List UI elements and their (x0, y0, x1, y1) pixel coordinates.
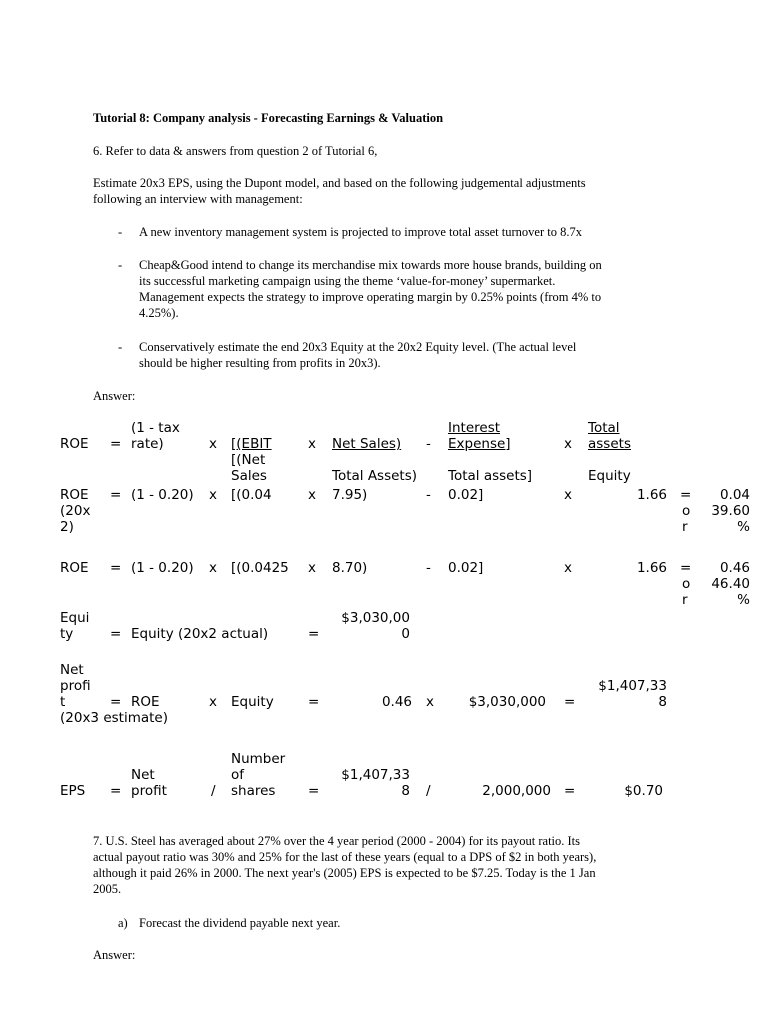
minus-sign: - (426, 560, 431, 576)
bullet-marker: - (118, 340, 123, 354)
times-sign: x (209, 436, 217, 452)
eps-result: $0.70 (624, 783, 663, 799)
equals-sign: = (564, 694, 576, 710)
roe-20x3-label: ROE (60, 560, 89, 576)
times-sign: x (564, 560, 572, 576)
divide-sign: / (426, 783, 431, 799)
question-7-line: although it paid 26% in 2000. The next year's (2005) EPS is expected to be $7.25. Today is the 1 Jan (93, 866, 596, 880)
roe-20x2-tax: (1 - 0.20) (131, 487, 194, 503)
net-profit-equity: Equity (231, 694, 274, 710)
equity-description: Equity (20x2 actual) (131, 626, 269, 642)
roe-20x3-result: 0.46 46.40 % (711, 560, 750, 608)
equals-sign: = (110, 487, 122, 503)
equals-sign: = (308, 694, 320, 710)
times-sign: x (209, 487, 217, 503)
times-sign: x (426, 694, 434, 710)
times-sign: x (564, 436, 572, 452)
bullet-line: 4.25%). (139, 306, 179, 320)
equals-sign: = (680, 560, 692, 576)
eps-label: EPS (60, 783, 86, 799)
net-profit-roe: ROE (131, 694, 160, 710)
header-tax-rate: (1 - tax rate) (131, 420, 180, 452)
times-sign: x (308, 560, 316, 576)
net-profit-result: $1,407,33 8 (598, 678, 667, 710)
equity-value: $3,030,00 0 (341, 610, 410, 642)
times-sign: x (564, 487, 572, 503)
eps-shares-value: 2,000,000 (482, 783, 551, 799)
header-interest-denominator: Total assets] (448, 468, 533, 484)
page-title: Tutorial 8: Company analysis - Forecasting Earnings & Valuation (93, 111, 444, 125)
equals-sign: = (110, 436, 122, 452)
bullet-line: Management expects the strategy to improve operating margin by 0.25% points (from 4% to (139, 290, 602, 304)
roe-20x2-label: ROE (20x 2) (60, 487, 91, 535)
roe-20x3-margin: [(0.0425 (231, 560, 289, 576)
answer-label: Answer: (93, 948, 136, 962)
equals-sign: = (110, 694, 122, 710)
roe-20x3-interest: 0.02] (448, 560, 484, 576)
equals-sign: = (110, 626, 122, 642)
roe-20x2-turnover: 7.95) (332, 487, 368, 503)
times-sign: x (308, 436, 316, 452)
header-roe: ROE (60, 436, 89, 452)
question-7-line: actual payout ratio was 30% and 25% for the last of these years (equal to a DPS of $2 in both years), (93, 850, 597, 864)
question-6-task-line-1: Estimate 20x3 EPS, using the Dupont model, and based on the following judgemental adjustments (93, 176, 586, 190)
minus-sign: - (426, 487, 431, 503)
equals-sign: = (110, 560, 122, 576)
times-sign: x (209, 694, 217, 710)
header-total-assets: Total assets (588, 420, 631, 452)
question-7-text (93, 833, 753, 897)
net-profit-label: Net profi t (20x3 estimate) (60, 662, 168, 726)
header-interest: Interest Expense] (448, 420, 511, 452)
header-ebit-denominator: [(Net Sales (231, 452, 267, 484)
question-7a-marker: a) (118, 916, 128, 930)
bullet-line: Cheap&Good intend to change its merchandise mix towards more house brands, building on (139, 258, 602, 272)
answer-label: Answer: (93, 389, 136, 403)
or-label: o r (682, 576, 691, 608)
minus-sign: - (426, 436, 431, 452)
or-label: o r (682, 503, 691, 535)
bullet-line: should be higher resulting from profits in 20x3). (139, 356, 381, 370)
equals-sign: = (308, 783, 320, 799)
roe-20x2-result: 0.04 39.60 % (711, 487, 750, 535)
divide-sign: / (211, 783, 216, 799)
bullet-text (139, 257, 679, 321)
roe-20x3-turnover: 8.70) (332, 560, 368, 576)
question-7a-text: Forecast the dividend payable next year. (139, 916, 341, 930)
question-6-task-line-2: following an interview with management: (93, 192, 303, 206)
net-profit-roe-value: 0.46 (381, 694, 412, 710)
eps-net-profit-value: $1,407,33 8 (341, 767, 410, 799)
times-sign: x (209, 560, 217, 576)
roe-20x2-leverage: 1.66 (636, 487, 667, 503)
question-7-line: 7. U.S. Steel has averaged about 27% over the 4 year period (2000 - 2004) for its payout ratio. Its (93, 834, 581, 848)
header-equity-denominator: Equity (588, 468, 631, 484)
roe-20x2-interest: 0.02] (448, 487, 484, 503)
bullet-text (139, 339, 679, 371)
header-net-sales: Net Sales) (332, 436, 402, 452)
header-ebit: [(EBIT (231, 436, 272, 452)
eps-net-profit: Net profit (131, 767, 167, 799)
net-profit-equity-value: $3,030,000 (468, 694, 546, 710)
header-total-assets-denominator: Total Assets) (332, 468, 418, 484)
eps-number-of-shares: Number of shares (231, 751, 286, 799)
equity-label: Equi ty (60, 610, 90, 642)
equals-sign: = (680, 487, 692, 503)
bullet-line: Conservatively estimate the end 20x3 Equity at the 20x2 Equity level. (The actual level (139, 340, 577, 354)
roe-20x2-margin: [(0.04 (231, 487, 272, 503)
question-6-intro: 6. Refer to data & answers from question 2 of Tutorial 6, (93, 144, 378, 158)
bullet-line: its successful marketing campaign using the theme ‘value-for-money’ supermarket. (139, 274, 556, 288)
bullet-marker: - (118, 258, 123, 272)
roe-20x3-tax: (1 - 0.20) (131, 560, 194, 576)
bullet-marker: - (118, 225, 123, 239)
times-sign: x (308, 487, 316, 503)
question-7-line: 2005. (93, 882, 122, 896)
roe-20x3-leverage: 1.66 (636, 560, 667, 576)
equals-sign: = (308, 626, 320, 642)
equals-sign: = (564, 783, 576, 799)
equals-sign: = (110, 783, 122, 799)
bullet-text: A new inventory management system is projected to improve total asset turnover to 8.7x (139, 225, 582, 239)
